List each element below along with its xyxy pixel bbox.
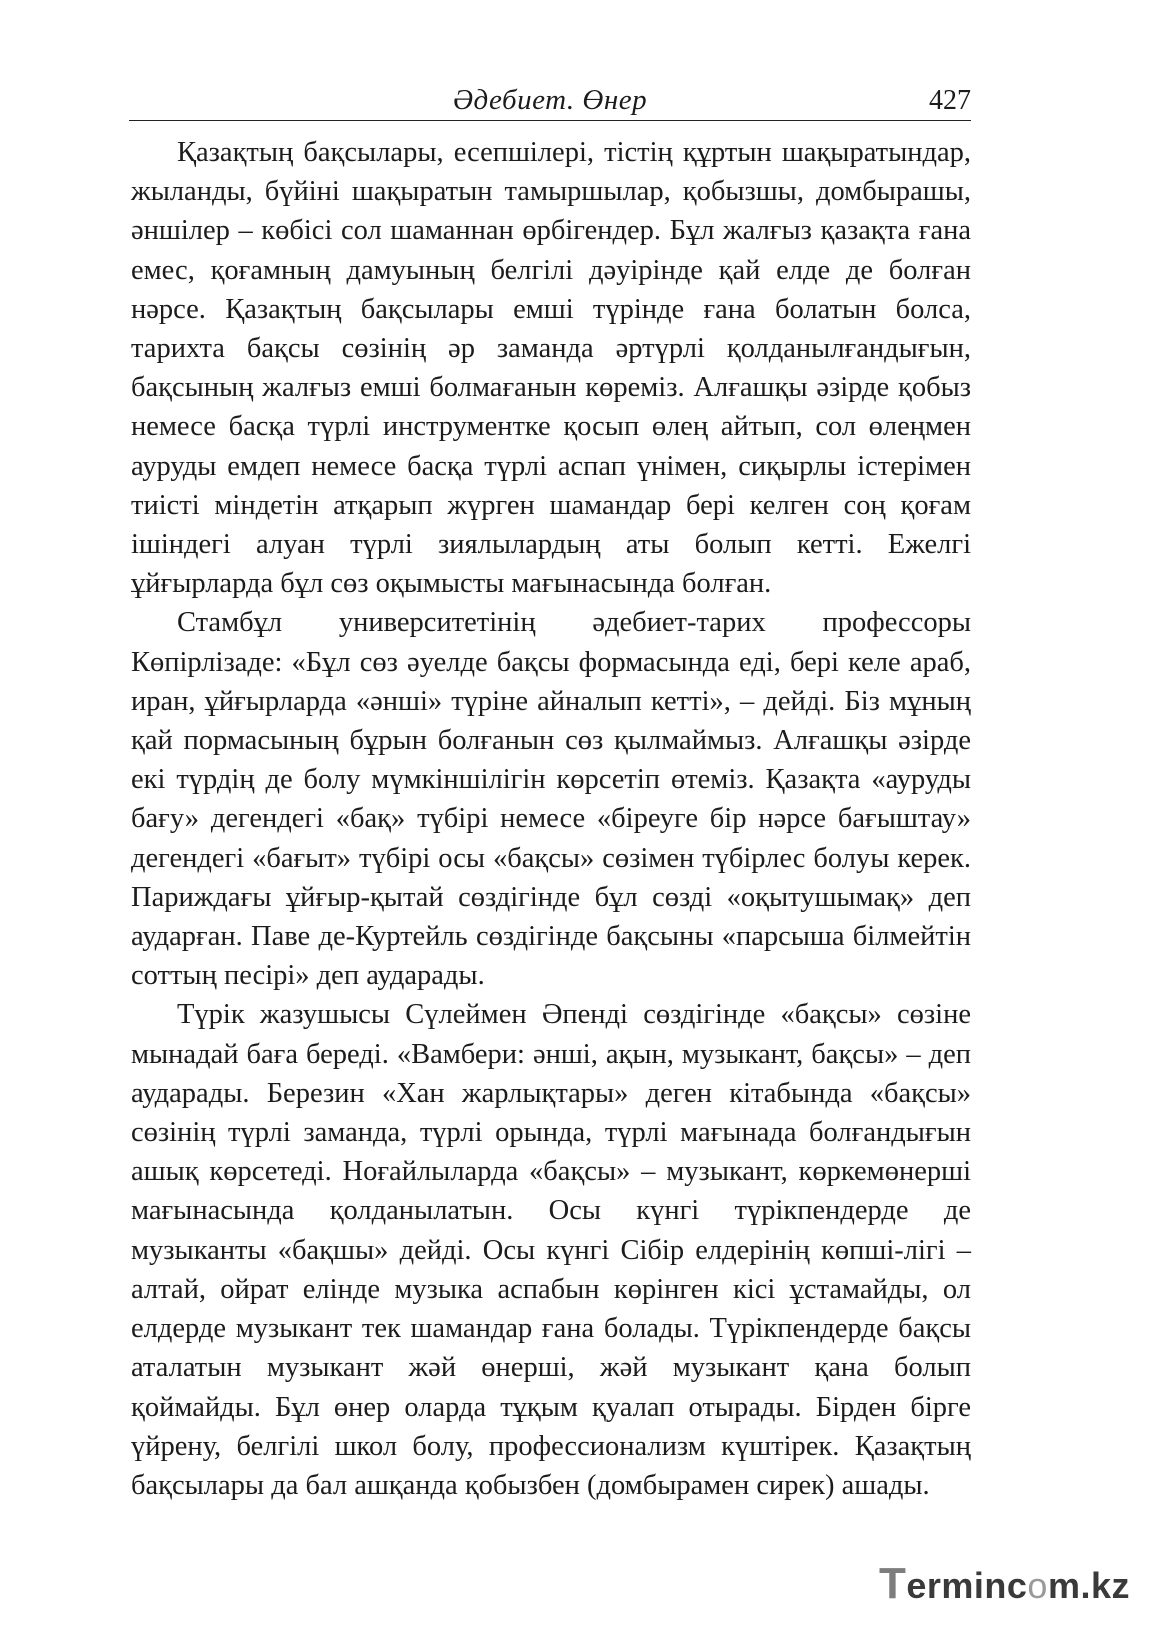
- running-title: Әдебиет. Өнер: [452, 84, 648, 116]
- running-header: [129, 80, 971, 121]
- watermark-text-end: m.kz: [1047, 1565, 1130, 1606]
- paragraph-3: Түрік жазушысы Сүлеймен Әпенді сөздігінде «бақсы» сөзіне мынадай баға береді. «Вамбери: әнші, ақын, музыкант, бақсы» – деп аударады. Березин «Хан жарлықтары» деген кітабында «бақсы» сөзінің түрлі заманда, түрлі орында, түрлі мағынада болғандығын ашық көрсетеді. Ноғайлыларда «бақсы» – музыкант, көркемөнерші мағынасында қолданылатын. Осы күнгі түрікпендерде де музыканты «бақшы» дейді. Осы күнгі Сібір елдерінің көпші-лігі – алтай, ойрат елінде музыка аспабын көрінген кісі ұстамайды, ол елдерде музыкант тек шамандар ғана болады. Түрікпендерде бақсы аталатын музыкант жәй өнерші, жәй музыкант қана болып қоймайды. Бұл өнер оларда тұқым қуалап отырады. Бірден бірге үйрену, белгілі школ болу, профессионализм күштірек. Қазақтың бақсылары да бал ашқанда қобызбен (домбырамен сирек) ашады.: [131, 999, 971, 1501]
- paragraph-2: Стамбұл университетінің әдебиет-тарих профессоры Көпірлізаде: «Бұл сөз әуелде бақсы формасында еді, бері келе араб, иран, ұйғырларда «әнші» түріне айналып кетті», – дейді. Біз мұның қай пормасының бұрын болғанын сөз қылмаймыз. Алғашқы әзірде екі түрдің де болу мүмкіншілігін көрсетіп өтеміз. Қазақта «ауруды бағу» дегендегі «бақ» түбірі немесе «біреуге бір нәрсе бағыштау» дегендегі «бағыт» түбірі осы «бақсы» сөзімен түбірлес болуы керек. Париждағы ұйғыр-қытай сөздігінде бұл сөзді «оқытушымақ» деп аударған. Паве де-Куртейль сөздігінде бақсыны «парсыша білмейтін соттың песірі» деп аударады.: [131, 607, 971, 992]
- page-number: 427: [929, 85, 971, 116]
- watermark-o-letter: o: [1027, 1565, 1048, 1606]
- watermark-t-letter: T: [878, 1559, 907, 1608]
- watermark-text-middle: erminc: [906, 1565, 1028, 1606]
- paragraph-1: Қазақтың бақсылары, есепшілері, тістің құртын шақыратындар, жыланды, бүйіні шақыратын тамыршылар, қобызшы, домбырашы, әншілер – көбісі сол шаманнан өрбігендер. Бұл жалғыз қазақта ғана емес, қоғамның дамуының белгілі дәуірінде қай елде де болған нәрсе. Қазақтың бақсылары емші түрінде ғана болатын болса, тарихта бақсы сөзінің әр заманда әртүрлі қолданылғандығын, бақсының жалғыз емші болмағанын көреміз. Алғашқы әзірде қобыз немесе басқа түрлі инструментке қосып өлең айтып, сол өлеңмен ауруды емдеп немесе басқа түрлі аспап үнімен, сиқырлы істерімен тиісті міндетін атқарып жүрген шамандар бері келген соң қоғам ішіндегі алуан түрлі зиялылардың аты болып кетті. Ежелгі ұйғырларда бұл сөз оқымысты мағынасында болған.: [131, 137, 971, 600]
- body-text: [131, 133, 971, 1505]
- termincom-watermark-logo: [879, 1559, 1130, 1609]
